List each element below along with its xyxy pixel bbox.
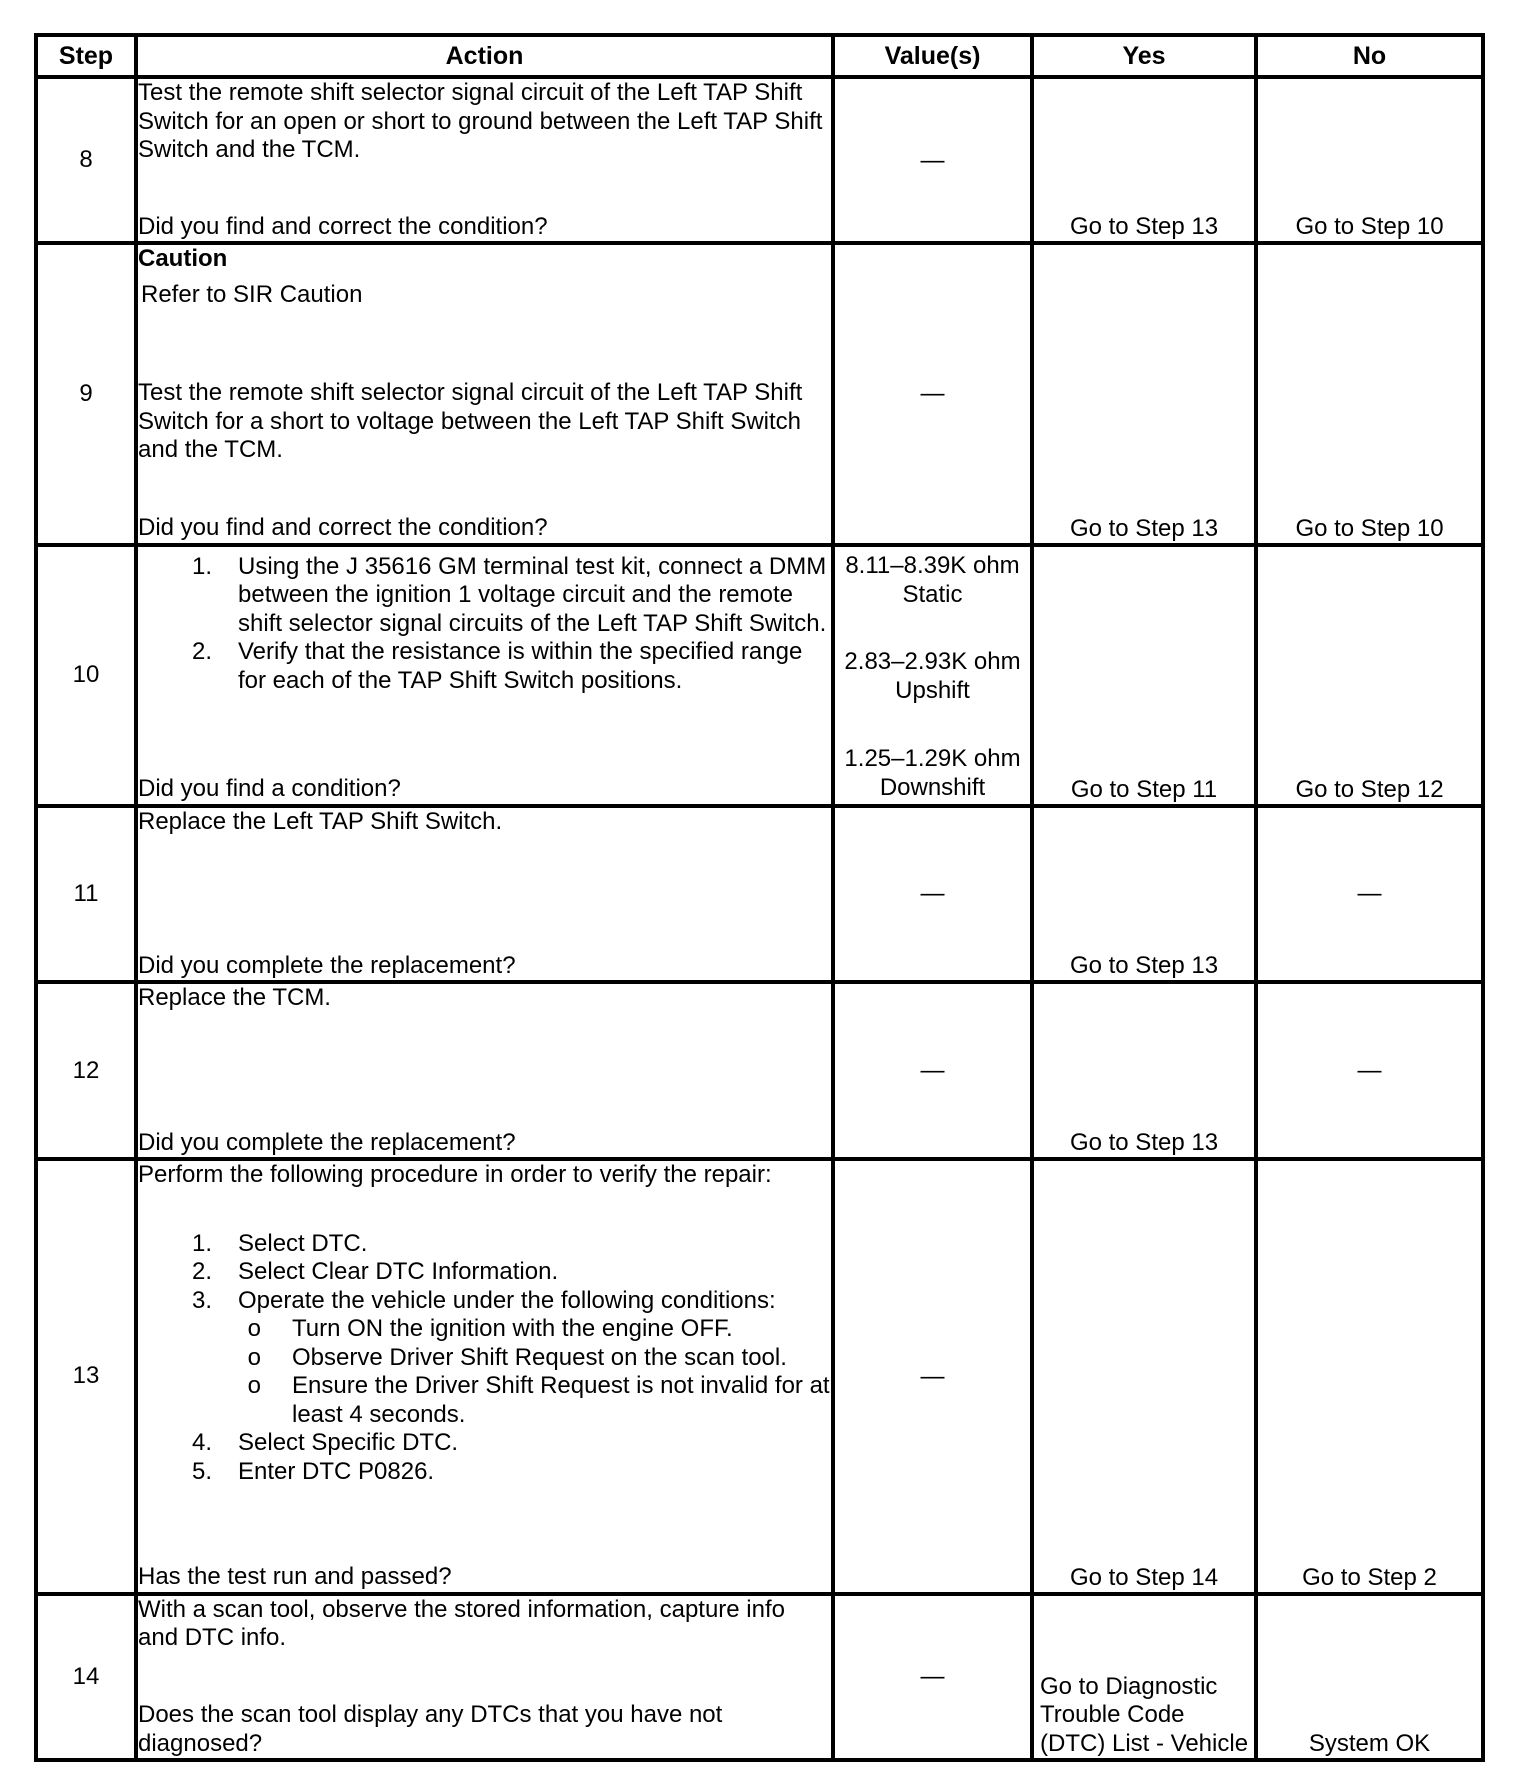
no-cell: — xyxy=(1256,982,1483,1159)
yes-cell: Go to Diagnostic Trouble Code (DTC) List - Vehicle xyxy=(1032,1594,1256,1760)
table-row xyxy=(36,77,1483,243)
list-text: Verify that the resistance is within the specified range for each of the TAP Shift Switch positions. xyxy=(238,638,803,694)
diagnostic-table-container xyxy=(34,33,1481,1762)
action-cell xyxy=(136,77,833,243)
bullet-marker: o xyxy=(247,1315,261,1343)
table-row xyxy=(36,806,1483,982)
yes-cell: Go to Step 11 xyxy=(1032,545,1256,806)
action-cell xyxy=(136,243,833,544)
value-cell: — xyxy=(833,77,1032,243)
action-cell xyxy=(136,545,833,806)
value-upshift xyxy=(835,647,1030,705)
action-question: Did you find a condition? xyxy=(138,775,401,803)
value-cell: — xyxy=(833,243,1032,544)
action-text: Test the remote shift selector signal circuit of the Left TAP Shift Switch for a short to voltage between the Left TAP Shift Switch and the TCM. xyxy=(138,379,803,464)
value-cell xyxy=(833,545,1032,806)
list-item xyxy=(138,638,831,695)
list-item xyxy=(138,1258,831,1287)
step-number: 13 xyxy=(36,1159,136,1594)
step-number: 14 xyxy=(36,1594,136,1760)
bullet-item xyxy=(138,1315,831,1344)
header-yes: Yes xyxy=(1032,35,1256,77)
action-text: Test the remote shift selector signal circuit of the Left TAP Shift Switch for an open or short to ground between the Left TAP Shift Switch and the TCM. xyxy=(138,79,823,163)
list-item xyxy=(138,1458,831,1487)
value-cell: — xyxy=(833,1594,1032,1760)
caution-title: Caution xyxy=(138,245,228,273)
bullet-item xyxy=(138,1344,831,1373)
list-text: Enter DTC P0826. xyxy=(238,1457,435,1485)
yes-cell: Go to Step 14 xyxy=(1032,1159,1256,1594)
no-cell: Go to Step 12 xyxy=(1256,545,1483,806)
numbered-list xyxy=(138,1230,831,1316)
action-text: Replace the Left TAP Shift Switch. xyxy=(138,807,503,835)
bullet-marker: o xyxy=(247,1343,261,1371)
list-text: Using the J 35616 GM terminal test kit, connect a DMM between the ignition 1 voltage circuit and the remote shift selector signal circuits of the Left TAP Shift Switch. xyxy=(238,552,827,637)
step-number: 12 xyxy=(36,982,136,1159)
header-action: Action xyxy=(136,35,833,77)
list-number: 4. xyxy=(191,1429,212,1457)
list-text: Select DTC. xyxy=(238,1229,368,1257)
value-downshift xyxy=(835,744,1030,802)
bullet-list xyxy=(138,1315,831,1429)
header-values: Value(s) xyxy=(833,35,1032,77)
action-question: Did you complete the replacement? xyxy=(138,1128,516,1156)
value-range: 8.11–8.39K ohm xyxy=(845,551,1020,579)
action-text: With a scan tool, observe the stored information, capture info and DTC info. xyxy=(138,1595,786,1652)
action-question: Did you complete the replacement? xyxy=(138,951,516,979)
action-question: Did you find and correct the condition? xyxy=(138,514,548,542)
action-question: Has the test run and passed? xyxy=(138,1563,452,1591)
table-row xyxy=(36,1594,1483,1760)
list-number: 3. xyxy=(191,1286,212,1314)
step-number: 10 xyxy=(36,545,136,806)
value-range: 2.83–2.93K ohm xyxy=(844,648,1021,676)
action-cell xyxy=(136,806,833,982)
list-text: Select Specific DTC. xyxy=(238,1429,459,1457)
no-cell: System OK xyxy=(1256,1594,1483,1760)
list-number: 2. xyxy=(191,1258,212,1286)
list-item xyxy=(138,1230,831,1259)
list-number: 2. xyxy=(191,638,212,666)
value-label: Upshift xyxy=(895,677,970,705)
list-text: Select Clear DTC Information. xyxy=(238,1258,559,1286)
yes-cell: Go to Step 13 xyxy=(1032,806,1256,982)
bullet-text: Turn ON the ignition with the engine OFF. xyxy=(292,1315,733,1343)
table-row xyxy=(36,1159,1483,1594)
table-row xyxy=(36,243,1483,544)
step-number: 11 xyxy=(36,806,136,982)
no-cell: Go to Step 10 xyxy=(1256,243,1483,544)
action-question: Does the scan tool display any DTCs that you have not diagnosed? xyxy=(138,1701,723,1757)
value-cell: — xyxy=(833,806,1032,982)
list-item xyxy=(138,1429,831,1458)
value-label: Static xyxy=(902,580,963,608)
bullet-item xyxy=(138,1372,831,1429)
value-label: Downshift xyxy=(879,773,986,801)
no-cell: Go to Step 10 xyxy=(1256,77,1483,243)
action-cell xyxy=(136,982,833,1159)
list-number: 1. xyxy=(191,1229,212,1257)
bullet-marker: o xyxy=(247,1372,261,1400)
no-cell: Go to Step 2 xyxy=(1256,1159,1483,1594)
numbered-list xyxy=(138,1429,831,1486)
value-cell: — xyxy=(833,982,1032,1159)
list-text: Operate the vehicle under the following conditions: xyxy=(238,1286,776,1314)
bullet-text: Ensure the Driver Shift Request is not invalid for at least 4 seconds. xyxy=(292,1372,830,1428)
header-step: Step xyxy=(36,35,136,77)
action-text: Perform the following procedure in order to verify the repair: xyxy=(138,1161,772,1189)
value-range: 1.25–1.29K ohm xyxy=(844,744,1021,772)
yes-cell: Go to Step 13 xyxy=(1032,77,1256,243)
step-number: 8 xyxy=(36,77,136,243)
action-cell xyxy=(136,1159,833,1594)
yes-cell: Go to Step 13 xyxy=(1032,243,1256,544)
no-cell: — xyxy=(1256,806,1483,982)
action-question: Did you find and correct the condition? xyxy=(138,212,548,240)
list-number: 1. xyxy=(191,552,212,580)
list-item xyxy=(138,553,831,639)
header-no: No xyxy=(1256,35,1483,77)
numbered-list xyxy=(138,553,831,696)
bullet-text: Observe Driver Shift Request on the scan tool. xyxy=(292,1343,787,1371)
step-number: 9 xyxy=(36,243,136,544)
action-cell xyxy=(136,1594,833,1760)
list-item xyxy=(138,1287,831,1316)
yes-cell: Go to Step 13 xyxy=(1032,982,1256,1159)
action-text: Replace the TCM. xyxy=(138,984,331,1012)
diagnostic-table xyxy=(34,33,1485,1762)
header-row xyxy=(36,35,1483,77)
caution-text: Refer to SIR Caution xyxy=(141,280,363,308)
table-row xyxy=(36,982,1483,1159)
value-static xyxy=(835,551,1030,609)
table-row xyxy=(36,545,1483,806)
value-cell: — xyxy=(833,1159,1032,1594)
list-number: 5. xyxy=(191,1457,212,1485)
